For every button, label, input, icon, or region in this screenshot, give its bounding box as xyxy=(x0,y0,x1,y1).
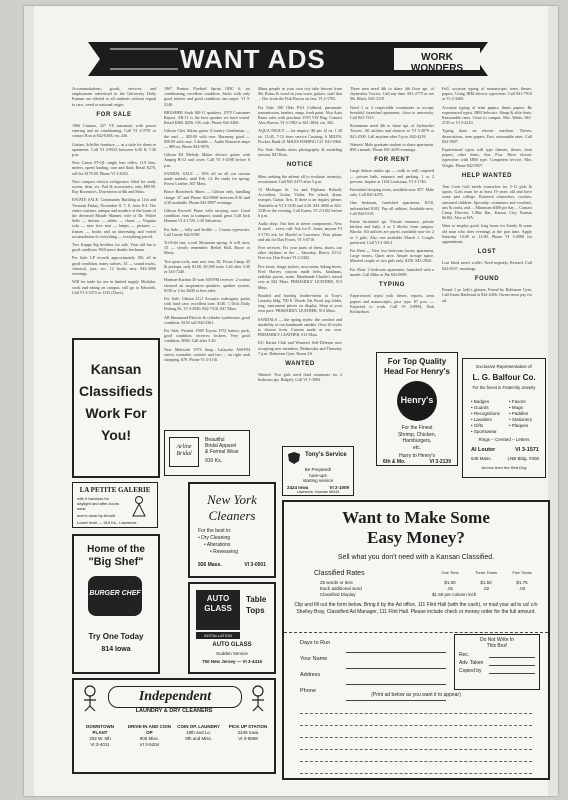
ad-listing: For Sale — Jelly and Sniffle — Corona typewriter. Call Carole 842-6590. xyxy=(164,226,250,237)
ad-listing: Fire boats, fringe jackets, moccasins, hiking boots, Fred Harvey custom made belts, bandanas, sealskin purses, notes. Handmade Charlie's mixed vest at 842 Mass. PRIMARILY LEATHER, 913 Mass. xyxy=(258,263,342,290)
ad-listing: Gibson ES Melody Maker electric guitar with Ampeg B-12 and cover. Call VI 3-4598 before 6 p.m. xyxy=(164,152,250,168)
burger-chef-logo-text: BURGER CHEF xyxy=(89,590,141,597)
column-3 xyxy=(258,86,342,426)
ad-listing: Typing done on electric machine. Theses, dissertations, term papers, Fast. reasonable rates. Call 843-3907. xyxy=(442,128,532,144)
ad-listing: Harmon-Kardon 30 watt AM-FM receiver: 2 walnut encased air suspension speakers, speaker system. $150 or 2 for $200 or best offer. xyxy=(164,277,250,293)
classifieds-slogan: Kansan Classifieds Work For You! xyxy=(79,361,153,443)
help-wanted-heading: HELP WANTED xyxy=(461,172,513,179)
ad-listing: ESTATE SALE: Community Building at 11th and Vermont Friday, November 8, 7, 8, from 8-4. The entire contents, antique and modern of the home of the deceased Maude Skinner, wife of Dr. Walter Sells — dresser — tables — chairs — Virginia sofa — new love seat — lamps — pictures — frames — books and an interesting and varied accumulation of everything — everything priced. xyxy=(72,197,156,239)
form-tagline: Sell what you don't need with a Kansan Classified. xyxy=(337,554,495,561)
lost-heading: LOST xyxy=(477,249,497,256)
henrys-phone: VI 3-2139 xyxy=(429,459,451,465)
galerie-figure-icon xyxy=(127,495,151,517)
henrys-menu xyxy=(377,425,457,451)
ad-listing: For Rent — New two bedroom luxury apartment, Large rooms, Quiet area. Ample storage space. Married couple or two girls only. $150. 843-2920. xyxy=(350,248,434,264)
bridal-address: 910 Ks. xyxy=(205,458,222,464)
balfour-subtitle: For the finest in Fraternity Jewelry xyxy=(472,385,536,390)
auto-glass-logo-icon xyxy=(196,590,240,630)
ny-services xyxy=(198,528,238,556)
galerie-name: LA PETITE GALERIE xyxy=(79,486,151,494)
balfour-item: • Stationery xyxy=(509,417,533,422)
rate-table xyxy=(320,580,540,598)
henrys-title: For Top Quality Head For Henry's xyxy=(384,357,450,376)
column-4 xyxy=(350,86,434,356)
found-heading: FOUND xyxy=(474,275,500,282)
balfour-item: • Guards xyxy=(471,405,489,410)
bridal-text-block xyxy=(205,437,239,464)
ad-listing: Tire sport tools, near new rear, $2. Pecan Camp, 45 lb pickups, only $1.00, $5,000 each. Call after 5:30 or 543-7240. xyxy=(164,258,250,275)
henrys-line3: Hamburgers, xyxy=(402,438,432,444)
location-item: PICK UP STATION 2246 Iowa VI 3-9868 xyxy=(228,724,268,741)
installation-label: INSTALLATION xyxy=(196,632,240,639)
henrys-line1: For the Finest xyxy=(401,425,433,431)
balfour-ad xyxy=(462,358,546,478)
ad-listing: Guitars, Schiffer furniture — as a style for dorm or apartment. Call VI 2-0923 between 6:30 & 7:30 p.m. xyxy=(72,141,156,158)
ad-listing: Gibson Krowell Piano with carrying case. Good condition, easy to transport, sound great. Call Jack Hannon VI 2-1720, 1:30 Salvation. xyxy=(164,208,250,224)
ad-listing: Experienced typist will type themes, theses, term papers, other items. Ans. Pica. Have electric typewriter with IBM type. Competent service. Mrs. Wright. Phone 842-5907. xyxy=(442,147,532,168)
ad-listing: Two Kappa Sig brothers for sale. Your old hat is good condition. Will move thanks freshman. xyxy=(72,242,156,253)
rate-row: Each additional word .01 .02 .03 xyxy=(320,586,526,591)
big-shef-ad xyxy=(72,534,160,674)
intro-notice: Accommodations, goods, services, and employment advertised in the University Daily Kansan are offered to all students without regard to race, creed or national origin. xyxy=(72,86,156,107)
balfour-item: • Mugs xyxy=(509,405,523,410)
big-shef-address: 814 Iowa xyxy=(101,646,131,653)
ny-item: • Reweaving xyxy=(210,549,238,555)
ad-listing: Three men need 4th to share 4th floor apt. of Jayhawker Towers. Call any time. 841-2775 or see Mr. Black, 842-3119. xyxy=(350,86,434,102)
ny-address: 926 Mass. xyxy=(198,562,222,568)
burger-chef-logo-icon xyxy=(88,576,142,616)
typing-heading: TYPING xyxy=(379,282,405,289)
print-note: (Print ad below as you want it to appear) xyxy=(371,692,461,698)
want-ads-banner xyxy=(88,38,488,80)
ad-listing: New compact electric refrigerator. Ideal for study rooms, dens, etc. Pad & accessories, only $89.99. Ray Boonstra's, Downtown at 8th and Mass. xyxy=(72,178,156,195)
auto-glass-logo-text: AUTO GLASS xyxy=(204,594,232,613)
ad-listing: Lost black men's wallet. Need urgently, Reward. Call 842-6537, mornings. xyxy=(442,260,532,271)
office-use-box xyxy=(454,634,540,690)
classified-ad-order-form xyxy=(282,500,550,780)
ad-listing: SANDALS — the spring styles: the comfort and durability of our handmade sandals. Over 20 styles to choose from. Custom made at our own. PRIMARILY LEATHER, 913 Mass. xyxy=(258,316,342,338)
balfour-item: • Plaques xyxy=(509,423,529,428)
ny-item: • Dry Cleaning xyxy=(198,535,231,541)
ad-listing: Need 1 or 2 respectable roommates to occupy beautiful furnished apartment, close to university. Call 841-7313. xyxy=(350,104,434,121)
form-field-days[interactable]: Days to Run xyxy=(300,640,446,653)
banner-subtitle: WORK WONDERS xyxy=(410,52,464,74)
ad-listing: Wanted: Two girls need third roommate for 2 bedroom apt. Ridgely, Call VI 3-3904. xyxy=(258,372,342,383)
ad-copy-lines[interactable] xyxy=(300,702,532,774)
tonys-address: 2424 Iowa xyxy=(287,485,309,490)
bridal-logo: Arline Bridal xyxy=(169,437,199,467)
balfour-header: Exclusive Representative of xyxy=(476,364,532,369)
auto-glass-ad xyxy=(188,582,276,674)
form-field-name[interactable]: Your Name xyxy=(300,656,446,669)
newspaper-page xyxy=(24,6,558,796)
balfour-addr1: 645 Mass. xyxy=(471,456,492,461)
ad-listing: For Sale: LP records approximately 100, all in good condition, many rarities. 33 — sound tracks, classical, jazz, etc. 12 books new. 842-3060 evenings. xyxy=(72,255,156,277)
ad-listing: Will for trade for use in limited supply. Modular, work and eating on campus, will go to Edwards. Call VI 3-3374 or 1335 (Dave). xyxy=(72,279,156,295)
ad-listing: Accurate typing of term papers, thesis papers. Be experienced typist. IBM Selectric. Sharp & elite fonts. Reasonable rates. Close to campus. Mrs. Wales, 841-4745 or VI 3-4210. xyxy=(442,104,532,126)
auto-glass-name: AUTO GLASS xyxy=(212,642,252,648)
balfour-item: • Badges xyxy=(471,399,490,404)
banner-title: WANT ADS xyxy=(180,44,326,74)
rate-col-header: One Time xyxy=(441,570,459,575)
balfour-list-left xyxy=(471,399,500,435)
henrys-hurry: Hurry to Henry's xyxy=(399,453,435,459)
auto-glass-address: 750 New Jersey — VI 3-4416 xyxy=(201,659,263,664)
ad-listing: For Rent: 2 bedroom apartment, furnished with a month. Call Mike or Pat 843-0698. xyxy=(350,266,434,277)
big-shef-line2: "Big Shef" xyxy=(88,556,144,568)
office-field: Rec. xyxy=(459,652,535,658)
henrys-line2: Shrimp, Chicken, xyxy=(397,431,437,438)
tonys-tag1: Be Prepared! xyxy=(304,467,332,472)
ad-listing: For Sale: Gibson LG1 Acoustic mahogany guitar with hard case, excellent tone. $140. 1 Dick Daily Fishing Dr, VI 3-2940, 842-7316, 847 Mass. xyxy=(164,295,250,312)
ad-listing: Want to employ good, long hours for Sturdy & some old man who does evenings at the part time. Apply Saturday 10:00 to 12:00. Phone VI 3-2080 for appointment. xyxy=(442,223,532,245)
big-shef-try: Try One Today xyxy=(88,632,144,641)
balfour-item: • Lavaliers xyxy=(471,417,492,422)
ad-listing: Furnished sleeping room, available now. $57. Male only. Call 841-4476. xyxy=(350,187,434,198)
page-left-edge xyxy=(24,6,34,796)
location-item: DRIVE-IN AND COIN OP 900 Miss. VI 3-5204 xyxy=(127,724,171,747)
ad-listing: One bedroom, furnished apartment, $110, unfurnished $105. Pay all utilities. Available now. Call 842-0116. xyxy=(350,200,434,216)
tops-label: Tops xyxy=(246,606,265,615)
balfour-addr2: LNB Bldg. #306 xyxy=(507,456,539,461)
balfour-rep: Al Louter xyxy=(471,447,496,453)
ad-listing: Mass seeking the advent all to evaluate, intensity, recruitment. Call 841-2475 after 5 p.m. xyxy=(258,173,342,184)
ny-phone: VI 3-0501 xyxy=(244,562,266,568)
henrys-ad xyxy=(376,352,458,466)
tonys-name: Tony's Service xyxy=(305,452,347,458)
mascot-figure-icon xyxy=(248,684,268,712)
ad-listing: Full, accurate typing of manuscripts, term, theses, papers. Using IBM electric typewriter. Call 841-7910 or VI 2-3400. xyxy=(442,86,532,102)
henrys-line4: etc. xyxy=(412,444,422,451)
balfour-item: • Gifts xyxy=(471,423,484,428)
tonys-tag3: starting service xyxy=(302,478,334,483)
galerie-address: Lower level — 910 Ks., Lawrence xyxy=(77,520,137,525)
ad-listing: Roommate need 4th to share apt. of Jayhawker Towers. All utilities and chances to VI 3-4070 or 841-4500. Call anytime after 5 p.m. 842-4218. xyxy=(350,123,434,139)
shield-66-icon xyxy=(287,451,301,465)
ad-listing: Gibson Chet Atkins guitar (Country Gentleman — the one) — $50.00 with case. Harmony good — $50.00 with case. 3 double — Audio Research amps — $89 ea. Phone 842-9076. xyxy=(164,128,250,150)
ad-listing: New Canon FT-QL single lens reflex, f1.8 lens, meters, speed loading, case and flash. Retail $270, sell for $170.00. Phone VI 3-6352. xyxy=(72,160,156,176)
ad-listing: Bruce Bootcheck Shoes — Gibson only, handling charge. $7 and Phone 842-0960 between 8:30 and 4:30 available. Phone 842-0997 evenings. xyxy=(164,189,250,205)
ad-listing: For Sale: Studio dress photography & modeling session, 841 Ross. xyxy=(258,147,342,158)
henrys-address: 6th & Mo. xyxy=(383,459,406,465)
ad-listing: Entire furnished apt. Private entrance, private kitchen and bath, 4 or 5 blocks from campus. Blocks: All utilities are payed, available now for 2 or 3 girls. Also one available March 1. Couple preferred. Call VI 3-4614. xyxy=(350,219,434,245)
form-instructions: Clip and fill out the form below. Bring it by the Ad office, 111 Flint Hall (with the cash), or mail your ad to us! c/o Shelley Bray, Classified Ad Manager, 111 Flint Hall. Please include check or money order for the full amount. xyxy=(294,602,538,615)
tonys-service-ad xyxy=(282,446,354,496)
balfour-rings: Rings – Crested – Letters xyxy=(478,437,530,442)
independent-name: Independent xyxy=(108,686,242,708)
tonys-tag2: tune-ups xyxy=(309,472,327,478)
bridal-line3: & Formal Wear xyxy=(205,449,239,455)
henrys-logo-icon xyxy=(397,381,437,421)
rate-col-header: Three Times xyxy=(474,570,498,575)
balfour-item: • Sportswear xyxy=(471,429,497,434)
ad-listing: 1966 Camaro, 327 V8 automatic with power steering and air conditioning. Call VI 2-0791 or contact Ron at 842-8168, rm. 246. xyxy=(72,123,156,139)
ad-listing: 13 Michigan St. 1st and Diploma Rebuilt, Accordion, Guitar, Violin, Pre school, drum, trumpet, Guitar, Arts. If there is an inquiry please, Tombello at VI 3-3100 and 4:30. 843-4800 or 842-2330 in the evening. Call Karen, VI 2-3102 before 6 p.m. xyxy=(258,187,342,219)
balfour-rep-phone: VI 3-1571 xyxy=(515,447,539,453)
tonys-phone: VI 2-1009 xyxy=(329,485,349,490)
ad-listing: Large deluxe studio apt — walk to wall carpeted — private bath, entrance and parking. 1 or 2 persons. Inquire at 1104 Louisiana, VI 3-1740. xyxy=(350,168,434,184)
ny-title1: New York xyxy=(207,492,257,507)
office-box-title2: This Box! xyxy=(486,643,508,649)
ad-listing: Free services. Fix your parts of dress, shoes, our other rhythms in the ... Saturday, Heavy 10-12. Free tea, Dan Foster VI 2-2302. xyxy=(258,245,342,261)
ad-listing: AQUA TROUT — for inquiry: $6 per 12 oz. 1 20 oz. 13:45, 7-12 from service Cruising, 6 MILES, Fischer, Bank 41 MILES FISHING CO. 841-3966. xyxy=(258,128,342,144)
rate-row: 25 words or less $1.00 $1.50 $1.75 xyxy=(320,580,528,585)
form-field-address[interactable]: Address xyxy=(300,672,446,685)
bridal-apparel-ad xyxy=(164,430,250,476)
ny-best: For the best in: xyxy=(198,528,232,534)
bridal-line2: Bridal Apparel xyxy=(205,443,237,449)
ad-listing: New Melntosh 1973 Amp., Lafayette AM-FM stereo, turntable, cassette and two ... on right cash shopping. $79. Phone VI 3-3116. xyxy=(164,346,250,362)
auto-glass-service: Sudden Service xyxy=(216,651,248,656)
office-field: Adv. Taken xyxy=(459,660,535,666)
ad-listing: Tom Cone Golf needs counselors for 5-12 girls & sports. Girls must be at least 19 years old and have some past college. Rostered counselors, coaches, seasoned children. Specialty: swimmers and vocalists, arts & crafts, and ... Minimum $400 per day ... Contact Camp Director, L/Bar Bar, Kansas City, Kansas 66102. Also at WA. xyxy=(442,184,532,221)
ny-title2: Cleaners xyxy=(208,508,256,523)
office-box-title1: Do Not Write In xyxy=(479,637,515,643)
kansan-classifieds-box xyxy=(72,338,160,478)
ad-listing: For Sale: 390 Olds P-61 Caliberd, pneumatic transmission, headers, mags, fresh paint. Also Auto Brass sales with purchase 1970 VW Bug. Contact Alex Brown, VI 3-1982 or 841-2694, rm. 302. xyxy=(258,104,342,126)
location-item: DOWNTOWN PLANT 202 W. 6th VI 3-4011 xyxy=(86,724,114,747)
independent-laundry-ad xyxy=(72,678,276,774)
balfour-list-right xyxy=(509,399,532,429)
ad-listing: Tri-Fold fast, a real Mountain spring: It will carry 13 — clearly remember, Bethel Hall, Bruce or Marty. xyxy=(164,240,250,256)
office-field: Copied by xyxy=(459,668,535,674)
rate-row: Classified Display $1.50 per column inch xyxy=(320,592,477,597)
form-field-phone[interactable]: Phone xyxy=(300,688,446,701)
galerie-menswear: men's wear by Arnold xyxy=(77,513,116,518)
new-york-cleaners-ad xyxy=(188,482,276,578)
balfour-item: • Recognitions xyxy=(471,411,500,416)
ad-listing: Braided and bootleg leather-items at Tony's Laundry bldg, 700 E. Woods 5th, Road, jog folder, ring, instrument pieces on display. Shop at your own pace. PRIMARILY LEATHER, 913 Mass. xyxy=(258,292,342,314)
ad-listing: 1967 Pontiac Firebird Sprint OHC 6, air conditioning, excellent condition. Sacks with only good interior and good condition, tan carpet. VI 3-2140. xyxy=(164,86,250,107)
for-rent-heading: FOR RENT xyxy=(374,157,410,164)
balfour-item: • Paddles xyxy=(509,411,529,416)
balfour-note: Across from the Red Dog xyxy=(481,465,527,470)
tonys-city: Lawrence, Kansas 66044 xyxy=(296,490,340,494)
auto-glass-side xyxy=(246,594,266,616)
big-shef-line1: Home of the xyxy=(87,544,145,555)
mascot-figure-icon xyxy=(80,684,100,712)
independent-sub: LAUNDRY & DRY CLEANERS xyxy=(135,708,213,714)
cut-line xyxy=(284,632,548,633)
henrys-logo-text: Henry's xyxy=(400,395,434,405)
tonys-tags xyxy=(283,467,353,484)
ad-listing: For Sale: Pioneer 1969 Toyota 1972 battery pack, good condition, receiver, lockers. Very good condition, $500. Call after 5:30. xyxy=(164,327,250,344)
location-item: COIN OP. LAUNDRY 19th and Lo. 9th and Miss. xyxy=(177,724,221,741)
balfour-name: L. G. Balfour Co. xyxy=(472,373,536,382)
rates-label: Classified Rates xyxy=(314,570,365,577)
column-1 xyxy=(72,86,156,298)
ad-listing: Experienced typist with theses, reports, term papers and manuscripts, pica type. $7 p.m. — Expected to work. Call VI 2-8994, Dirk Richardson. xyxy=(350,293,434,314)
bridal-line1: Beautiful xyxy=(205,437,225,443)
balfour-item: • Favors xyxy=(509,399,526,404)
wanted-heading: WANTED xyxy=(285,360,315,367)
table-label: Table xyxy=(246,595,267,604)
galerie-tagline: with it fashions for daylight and after-hours wear xyxy=(77,496,120,511)
ny-item: • Alterations xyxy=(204,542,231,548)
independent-locations xyxy=(78,724,270,748)
rate-col-header: Five Times xyxy=(512,570,532,575)
column-2 xyxy=(164,86,250,426)
form-title-line1: Want to Make Some xyxy=(342,508,490,527)
ad-listing: KU Karate Club and Women's Self-Defense now accepting new members. Wednesday and Thursday 7 p.m. Robinson Gym. Room 2A. xyxy=(258,340,342,356)
form-title-line2: Easy Money? xyxy=(367,528,465,547)
ad-listing: AR Hammond Electric & cylinder synthesizer, good condition. $150 call 842-3361. xyxy=(164,314,250,325)
for-sale-heading: FOR SALE xyxy=(96,111,132,118)
ad-listing: SANDAL SALE — 30% off on all our custom made sandals, until Feb. 14. Be ready for spring. Forest Leather, 847 Mass. xyxy=(164,170,250,187)
column-5 xyxy=(442,86,532,356)
ad-listing: Many people in your own city take lessons from Mr. Rufus & wood in your town, guitars, stuff that ... Doc from the Fisk Brown on fast, VI 2-1765. xyxy=(258,86,342,102)
la-petite-galerie-ad xyxy=(72,482,158,528)
ad-listing: BRUSHER Stark AR-11 speakers, 1970 Consumer Report. AR-11 is the best speaker we have tested. Retail $360, $256. UK cash. Phone 842-3400. xyxy=(164,109,250,126)
ad-listing: Audio shop. Our best in stereo components. New & used ... every call. Ask for E. Jones, anyone VI 3-1710 ask for Harold in Lawrence. Your phone and ask for Dan Foster, VI 3-0710. xyxy=(258,221,342,242)
ad-listing: Found 1 pr. lady's glasses. Found by Robinson Gym. Call Jonen Hatlestad at 842-4456. Owner must pay for ad. xyxy=(442,287,532,303)
rate-columns xyxy=(432,570,540,575)
notice-heading: NOTICE xyxy=(286,162,314,169)
ad-listing: Wanted: Male graduate student to share apartment. $50 a month. Phone 841-2659 evenings. xyxy=(350,141,434,153)
